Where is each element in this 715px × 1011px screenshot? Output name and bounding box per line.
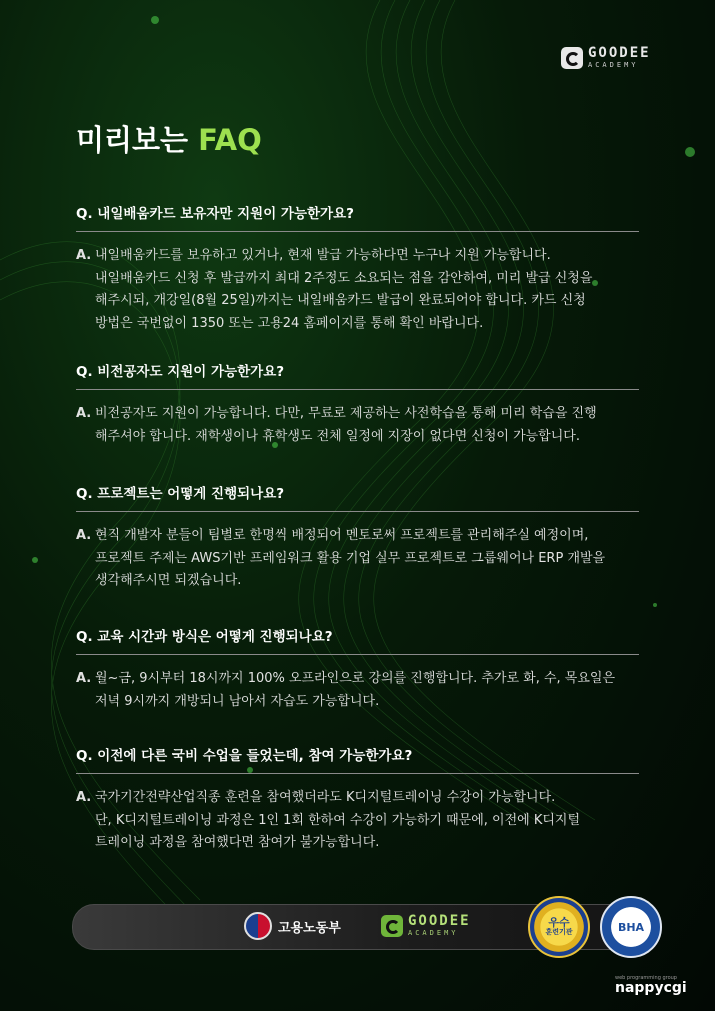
logo-name: GOODEE [588, 45, 651, 61]
answer-prefix: A. [76, 528, 92, 543]
faq-answer [95, 245, 592, 335]
excellent-institution-badge [528, 896, 590, 958]
answer-prefix: A. [76, 671, 92, 686]
agency-tag: web programming group [615, 975, 677, 981]
goodee-g-icon [561, 47, 583, 69]
faq-item [76, 625, 639, 713]
faq-question: Q. 이전에 다른 국비 수업을 들었는데, 참여 가능한가요? [76, 744, 639, 774]
ministry-logo [244, 912, 341, 940]
answer-line: 단, K디지털트레이닝 과정은 1인 1회 한하여 수강이 가능하기 때문에, 이전에 K디지털 [95, 812, 581, 828]
answer-line: 현직 개발자 분들이 팀별로 한명씩 배정되어 멘토로써 프로젝트를 관리해주실 예정이며, [95, 528, 589, 543]
answer-line: 비전공자도 지원이 가능합니다. 다만, 무료로 제공하는 사전학습을 통해 미리 학습을 진행 [95, 406, 597, 421]
faq-question: Q. 내일배움카드 보유자만 지원이 가능한가요? [76, 202, 639, 232]
faq-question: Q. 교육 시간과 방식은 어떻게 진행되나요? [76, 625, 639, 655]
answer-prefix: A. [76, 248, 92, 263]
faq-answer [95, 525, 605, 593]
footer-logo-name: GOODEE [408, 913, 471, 929]
faq-answer [95, 668, 615, 713]
answer-line: 프로젝트 주제는 AWS기반 프레임워크 활용 기업 실무 프로젝트로 그룹웨어나 ERP 개발을 [95, 550, 606, 566]
page-title [76, 118, 262, 159]
answer-line: 해주시되, 개강일(8월 25일)까지는 내일배움카드 발급이 완료되어야 합니다. 카드 신청 [95, 293, 586, 308]
faq-item [76, 360, 639, 448]
goodee-g-icon [381, 915, 403, 937]
faq-item [76, 482, 639, 593]
faq-question: Q. 프로젝트는 어떻게 진행되나요? [76, 482, 639, 512]
faq-question: Q. 비전공자도 지원이 가능한가요? [76, 360, 639, 390]
agency-logo [615, 975, 687, 995]
goodee-logo [561, 46, 651, 69]
badge-sub: 훈련기관 [545, 928, 573, 937]
faq-answer [95, 787, 580, 855]
footer-goodee-logo [381, 914, 471, 937]
badge-main: 우수 [548, 916, 570, 930]
faq-item [76, 744, 639, 855]
answer-line: 내일배움카드를 보유하고 있거나, 현재 발급 가능하다면 누구나 지원 가능합니다. [95, 248, 551, 263]
title-main: 미리보는 [76, 123, 199, 157]
bha-badge [600, 896, 662, 958]
answer-line: 국가기간전략산업직종 훈련을 참여했더라도 K디지털트레이닝 수강이 가능합니다. [95, 790, 556, 805]
taegeuk-icon [244, 912, 272, 940]
title-accent: FAQ [198, 123, 262, 157]
faq-answer [95, 403, 597, 448]
answer-line: 해주셔야 합니다. 재학생이나 휴학생도 전체 일정에 지장이 없다면 신청이 가능합니다. [95, 428, 580, 444]
faq-item [76, 202, 639, 335]
answer-prefix: A. [76, 790, 92, 805]
answer-prefix: A. [76, 406, 92, 421]
footer-logo-sub: ACADEMY [408, 929, 459, 937]
logo-sub: ACADEMY [588, 61, 639, 69]
bha-label: BHA [617, 920, 645, 934]
answer-line: 트레이닝 과정을 참여했다면 참여가 불가능합니다. [95, 835, 380, 850]
answer-line: 생각해주시면 되겠습니다. [95, 573, 242, 588]
answer-line: 방법은 국번없이 1350 또는 고용24 홈페이지를 통해 확인 바랍니다. [95, 315, 484, 331]
answer-line: 내일배움카드 신청 후 발급까지 최대 2주정도 소요되는 점을 감안하여, 미리 발급 신청을 [95, 270, 593, 286]
agency-name: nappycgi [615, 980, 687, 996]
answer-line: 월~금, 9시부터 18시까지 100% 오프라인으로 강의를 진행합니다. 추가로 화, 수, 목요일은 [95, 671, 616, 686]
answer-line: 저녁 9시까지 개방되니 남아서 자습도 가능합니다. [95, 693, 380, 709]
ministry-name: 고용노동부 [278, 920, 341, 936]
